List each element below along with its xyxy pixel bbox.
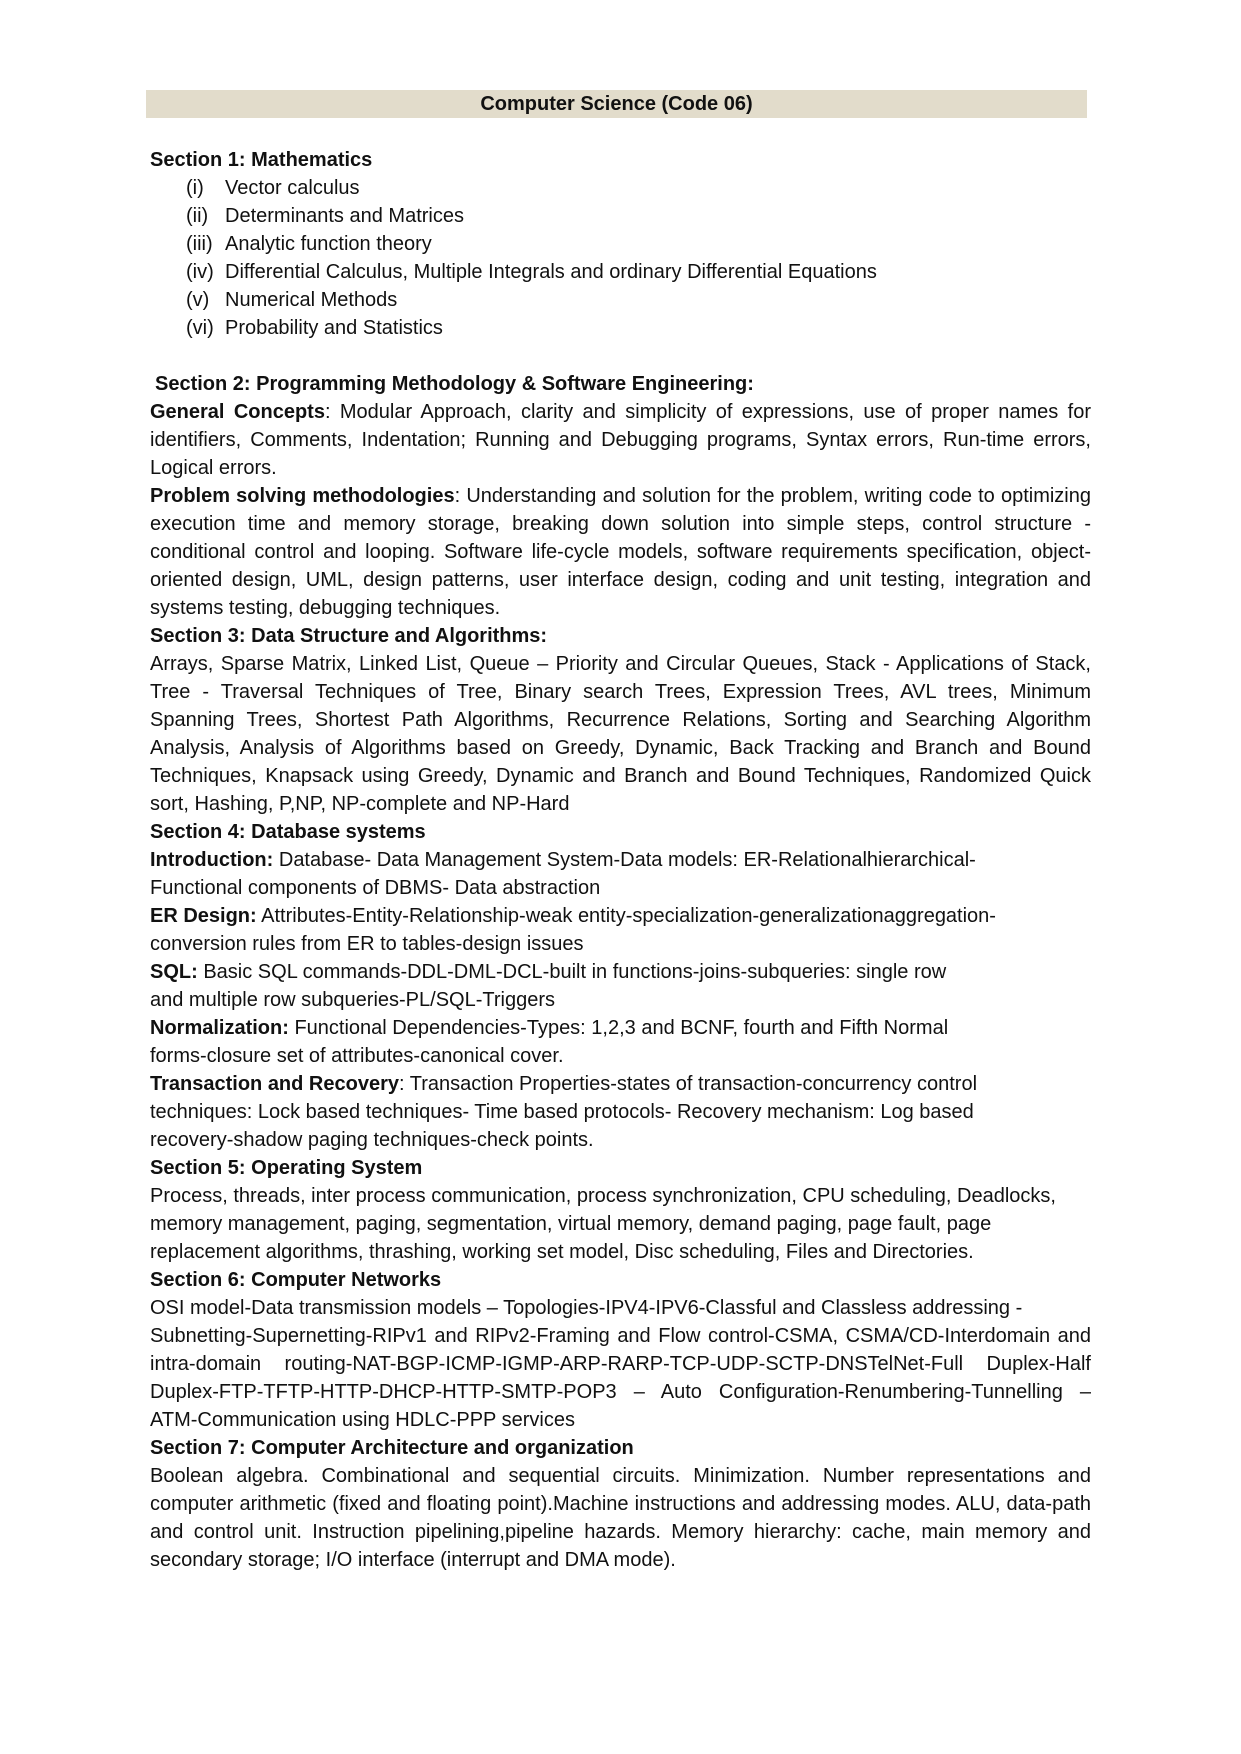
list-item-text: Analytic function theory: [225, 233, 432, 255]
list-item-number: (vi): [186, 317, 214, 339]
db-introduction-line-1: Database- Data Management System-Data models: ER-Relationalhierarchical-: [273, 849, 976, 871]
normalization-label: Normalization:: [150, 1017, 289, 1039]
sql-label: SQL:: [150, 961, 198, 983]
section-7-heading: Section 7: Computer Architecture and organization: [150, 1437, 634, 1459]
section-5-line-3: replacement algorithms, thrashing, working set model, Disc scheduling, Files and Directories.: [150, 1241, 974, 1263]
general-concepts-label: General Concepts: [150, 401, 325, 423]
sql-paragraph: [150, 958, 1091, 1014]
normalization-line-1: Functional Dependencies-Types: 1,2,3 and BCNF, fourth and Fifth Normal: [288, 1017, 949, 1039]
list-item-number: (iii): [186, 233, 213, 255]
section-1-heading: Section 1: Mathematics: [150, 149, 373, 171]
list-item: [186, 202, 1091, 230]
list-item-number: (ii): [186, 205, 209, 227]
section-3-paragraph: Arrays, Sparse Matrix, Linked List, Queue – Priority and Circular Queues, Stack - Applications of Stack, Tree - Traversal Techniques of Tree, Binary search Trees, Expression Trees, AVL trees, Minimum Spanning Trees, Shortest Path Algorithms, Recurrence Relations, Sorting and Searching Algorithm Analysis, Analysis of Algorithms based on Greedy, Dynamic, Back Tracking and Branch and Bound Techniques, Knapsack using Greedy, Dynamic and Branch and Bound Techniques, Randomized Quick sort, Hashing, P,NP, NP-complete and NP-Hard: [150, 653, 1091, 815]
list-item-text: Vector calculus: [225, 177, 360, 199]
problem-solving-paragraph: [150, 482, 1091, 622]
problem-solving-label: Problem solving methodologies: [150, 485, 455, 507]
transaction-line-3: recovery-shadow paging techniques-check points.: [150, 1129, 594, 1151]
normalization-line-2: forms-closure set of attributes-canonical cover.: [150, 1045, 564, 1067]
list-item: [186, 286, 1091, 314]
section-7-paragraph: Boolean algebra. Combinational and sequential circuits. Minimization. Number representations and computer arithmetic (fixed and floating point).Machine instructions and addressing modes. ALU, data-path and control unit. Instruction pipelining,pipeline hazards. Memory hierarchy: cache, main memory and secondary storage; I/O interface (interrupt and DMA mode).: [150, 1465, 1091, 1571]
list-item: [186, 314, 1091, 342]
section-6-paragraph: Subnetting-Supernetting-RIPv1 and RIPv2-Framing and Flow control-CSMA, CSMA/CD-Interdomain and intra-domain routing-NAT-BGP-ICMP-IGMP-ARP-RARP-TCP-UDP-SCTP-DNSTelNet-Full Duplex-Half Duplex-FTP-TFTP-HTTP-DHCP-HTTP-SMTP-POP3 – Auto Configuration-Renumbering-Tunnelling – ATM-Communication using HDLC-PPP services: [150, 1325, 1091, 1431]
section-1-topic-list: [150, 174, 1091, 342]
document-title-bar: [146, 90, 1087, 118]
sql-line-2: and multiple row subqueries-PL/SQL-Triggers: [150, 989, 555, 1011]
general-concepts-text: : Modular Approach, clarity and simplicity of expressions, use of proper names for identifiers, Comments, Indentation; Running and Debugging programs, Syntax errors, Run-time errors, Logical errors.: [150, 401, 1091, 479]
list-item-text: Determinants and Matrices: [225, 205, 464, 227]
general-concepts-paragraph: [150, 398, 1091, 482]
section-6-heading: Section 6: Computer Networks: [150, 1269, 442, 1291]
transaction-line-1: : Transaction Properties-states of transaction-concurrency control: [398, 1073, 978, 1095]
transaction-line-2: techniques: Lock based techniques- Time based protocols- Recovery mechanism: Log based: [150, 1101, 974, 1123]
section-3-heading: Section 3: Data Structure and Algorithms:: [150, 625, 548, 647]
transaction-label: Transaction and Recovery: [150, 1073, 399, 1095]
section-5-paragraph: [150, 1182, 1091, 1266]
section-5-line-1: Process, threads, inter process communication, process synchronization, CPU scheduling, Deadlocks,: [150, 1185, 1056, 1207]
db-introduction-paragraph: [150, 846, 1091, 902]
section-2-heading: Section 2: Programming Methodology & Software Engineering:: [155, 373, 754, 395]
list-item-number: (i): [186, 177, 204, 199]
list-item: [186, 230, 1091, 258]
section-5-heading: Section 5: Operating System: [150, 1157, 423, 1179]
list-item-text: Probability and Statistics: [225, 317, 443, 339]
db-introduction-line-2: Functional components of DBMS- Data abstraction: [150, 877, 601, 899]
list-item-number: (iv): [186, 261, 214, 283]
document-title: Computer Science (Code 06): [480, 92, 753, 115]
er-design-line-1: Attributes-Entity-Relationship-weak entity-specialization-generalizationaggregation-: [256, 905, 996, 927]
list-item-number: (v): [186, 289, 210, 311]
sql-line-1: Basic SQL commands-DDL-DML-DCL-built in functions-joins-subqueries: single row: [197, 961, 947, 983]
syllabus-content: [150, 146, 1091, 1574]
normalization-paragraph: [150, 1014, 1091, 1070]
list-item: [186, 258, 1091, 286]
section-5-line-2: memory management, paging, segmentation, virtual memory, demand paging, page fault, page: [150, 1213, 992, 1235]
list-item: [186, 174, 1091, 202]
db-introduction-label: Introduction:: [150, 849, 274, 871]
transaction-paragraph: [150, 1070, 1091, 1154]
section-4-heading: Section 4: Database systems: [150, 821, 426, 843]
list-item-text: Numerical Methods: [225, 289, 398, 311]
problem-solving-text: : Understanding and solution for the problem, writing code to optimizing execution time and memory storage, breaking down solution into simple steps, control structure - conditional control and looping. Software life-cycle models, software requirements specification, object-oriented design, UML, design patterns, user interface design, coding and unit testing, integration and systems testing, debugging techniques.: [150, 485, 1091, 619]
section-6-first-line: OSI model-Data transmission models – Topologies-IPV4-IPV6-Classful and Classless addressing -: [150, 1297, 1023, 1319]
list-item-text: Differential Calculus, Multiple Integrals and ordinary Differential Equations: [225, 261, 877, 283]
er-design-paragraph: [150, 902, 1091, 958]
section-spacer: [150, 342, 1091, 370]
er-design-label: ER Design:: [150, 905, 257, 927]
er-design-line-2: conversion rules from ER to tables-design issues: [150, 933, 584, 955]
